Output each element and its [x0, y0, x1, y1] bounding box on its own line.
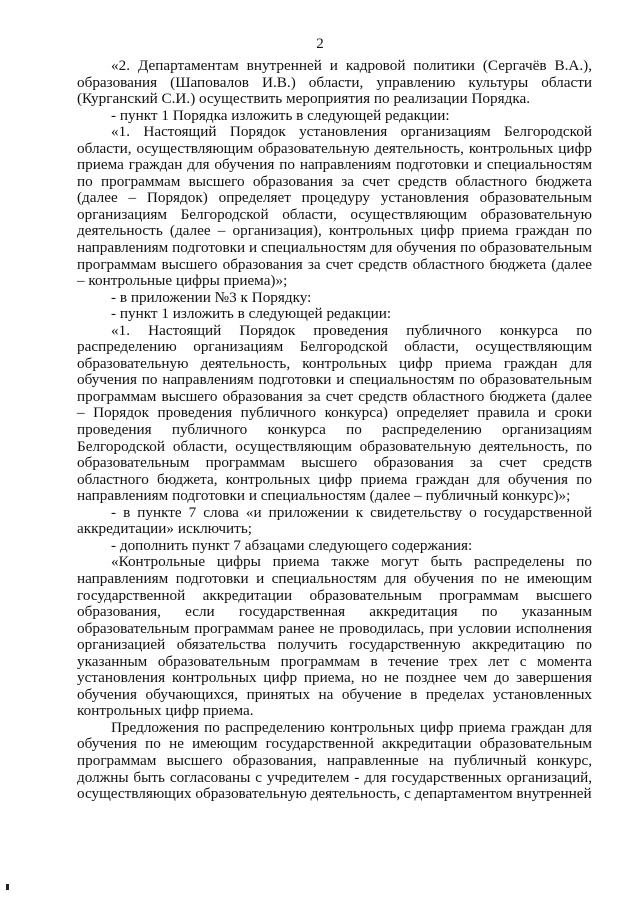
page-number: 2: [316, 36, 324, 52]
document-body: [77, 58, 592, 803]
paragraph-item7-supplement: - дополнить пункт 7 абзацами следующего содержания:: [111, 536, 473, 554]
paragraph-item1-text: «1. Настоящий Порядок установления организациям Белгородской области, осуществляющим образовательную деятельность, контрольных цифр приема граждан для обучения по направлениям подготовки и специальностям по программам высшего образования за счет средств областного бюджета (далее – Порядок) определяет процедуру установления образовательным организациям Белгородской области, осуществляющим образовательную деятельность (далее – организация), контрольных цифр приема граждан по направлениям подготовки и специальностям для обучения по образовательным программам высшего образования за счет средств областного бюджета (далее – контрольные цифры приема)»;: [77, 123, 592, 290]
margin-mark: [6, 884, 9, 890]
paragraph-item7-words: - в пункте 7 слова «и приложении к свидетельству о государственной аккредитации» исключить;: [77, 503, 592, 538]
paragraph-control-figures: «Контрольные цифры приема также могут быть распределены по направлениям подготовки и специальностям для обучения по не имеющим государственной аккредитации образовательным программам высшего образования, если государственная аккредитация по указанным образовательным программам ранее не проводилась, при условии исполнения организацией обязательства получить государственную аккредитацию по указанным образовательным программам в течение трех лет с момента установления контрольных цифр приема, но не позднее чем до завершения обучения обучающихся, принятых на обучение в пределах установленных контрольных цифр приема.: [77, 553, 592, 720]
paragraph-department-instruction: «2. Департаментам внутренней и кадровой политики (Сергачёв В.А.), образования (Шаповалов И.В.) области, управлению культуры области (Курганский С.И.) осуществить мероприятия по реализации Порядка.: [77, 57, 592, 108]
paragraph-appendix3: - в приложении №3 к Порядку:: [111, 288, 312, 306]
paragraph-proposals: Предложения по распределению контрольных цифр приема граждан для обучения по не имеющим государственной аккредитации образовательным программам высшего образования, направленные на публичный конкурс, должны быть согласованы с учредителем - для государственных организаций, осуществляющих образовательную деятельность, с департаментом внутренней: [77, 718, 592, 803]
paragraph-item1-edit: - пункт 1 Порядка изложить в следующей редакции:: [111, 106, 450, 124]
paragraph-contest-order-text: «1. Настоящий Порядок проведения публичного конкурса по распределению организациям Белгородской области, осуществляющим образовательную деятельность, контрольных цифр приема граждан для обучения по направлениям подготовки и специальностям по образовательным программам высшего образования за счет средств областного бюджета (далее – Порядок проведения публичного конкурса) определяет правила и сроки проведения публичного конкурса по распределению организациям Белгородской области, осуществляющим образовательную деятельность, по образовательным программам высшего образования за счет средств областного бюджета, контрольных цифр приема граждан для обучения по направлениям подготовки и специальностям (далее – публичный конкурс)»;: [77, 321, 592, 505]
paragraph-item1-edit-appendix: - пункт 1 изложить в следующей редакции:: [111, 305, 392, 323]
